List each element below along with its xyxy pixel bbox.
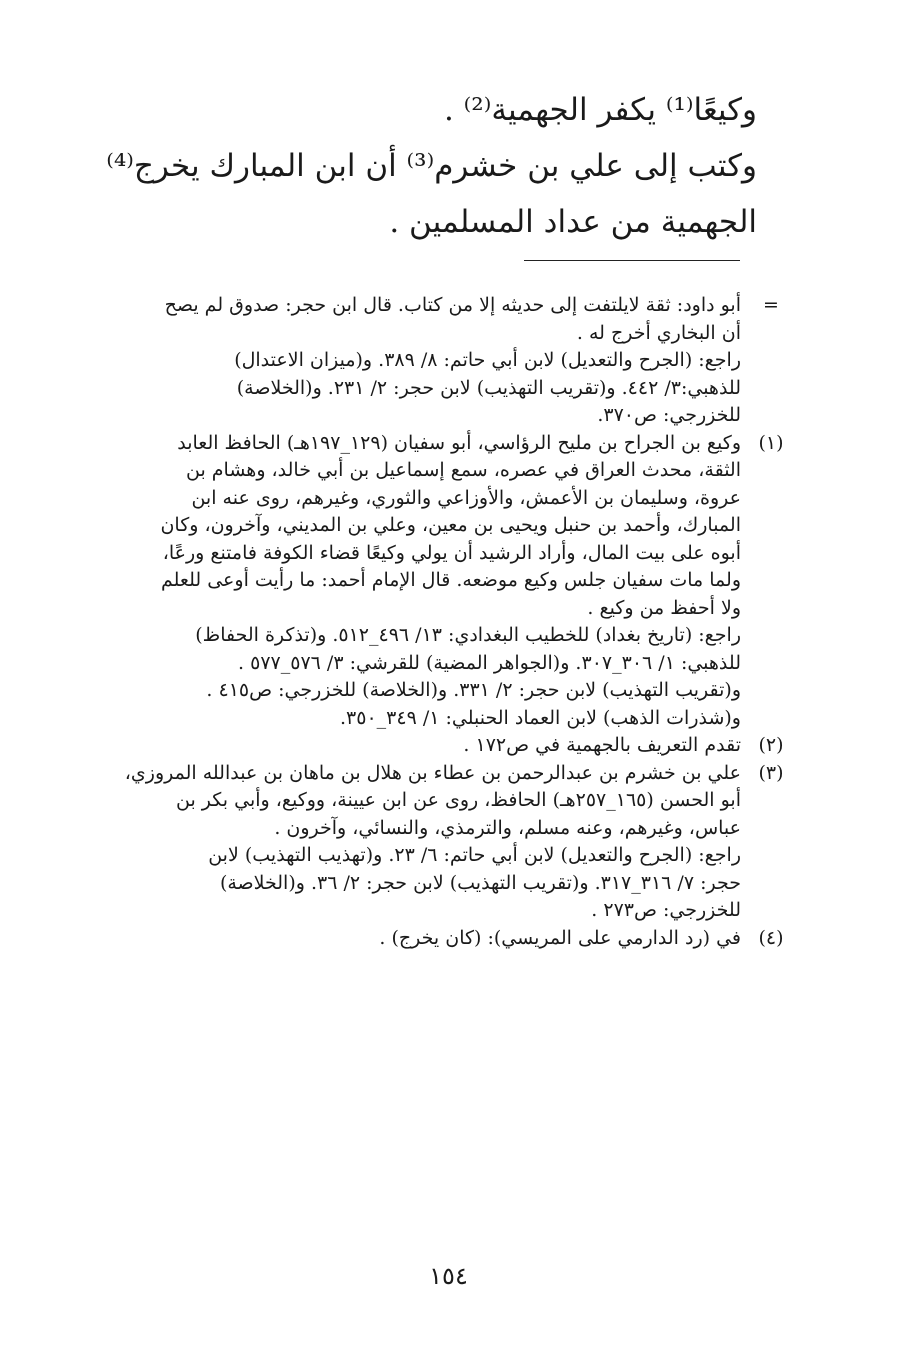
- footnote-2: [70, 732, 801, 760]
- page-number: ١٥٤: [429, 1262, 468, 1290]
- footnote-line: وكيع بن الجراح بن مليح الرؤاسي، أبو سفيان (١٢٩_١٩٧هـ) الحافظ العابد: [177, 431, 741, 454]
- footnote-line: أبوه على بيت المال، وأراد الرشيد أن يولي وكيعًا قضاء الكوفة فامتنع ورعًا،: [162, 541, 741, 564]
- footnote-line: راجع: (تاريخ بغداد) للخطيب البغدادي: ١٣/ ٤٩٦_٥١٢. و(تذكرة الحفاظ): [195, 624, 741, 646]
- footnote-line: ولا أحفظ من وكيع .: [587, 596, 741, 619]
- footnote-continued: [70, 292, 801, 430]
- footnote-marker: (٣): [758, 761, 784, 784]
- footnote-line: للخزرجي: ص٣٧٠.: [597, 404, 741, 426]
- main-text-line: وكتب إلى علي بن خشرم⁽³⁾ أن ابن المبارك يخرج⁽⁴⁾: [106, 148, 757, 184]
- footnote-line: عروة، وسليمان بن الأعمش، والأوزاعي والثوري، وغيرهم، روى عنه ابن: [191, 486, 741, 509]
- footnote-line: راجع: (الجرح والتعديل) لابن أبي حاتم: ٨/ ٣٨٩. و(ميزان الاعتدال): [234, 349, 741, 371]
- footnote-4: [70, 925, 801, 953]
- footnote-line: راجع: (الجرح والتعديل) لابن أبي حاتم: ٦/ ٢٣. و(تهذيب التهذيب) لابن: [208, 844, 741, 866]
- footnote-line: المبارك، وأحمد بن حنبل ويحيى بن معين، وعلي بن المديني، وآخرون، وكان: [160, 514, 741, 536]
- footnote-marker: =: [763, 294, 779, 316]
- footnote-separator: [524, 260, 740, 261]
- main-text-line: الجهمية من عداد المسلمين .: [389, 204, 757, 240]
- footnote-1: [70, 430, 801, 733]
- footnote-marker: (٢): [758, 734, 784, 756]
- main-text-line: وكيعًا⁽¹⁾ يكفر الجهمية⁽²⁾ .: [443, 92, 757, 128]
- footnote-line: الثقة، محدث العراق في عصره، سمع إسماعيل بن أبي خالد، وهشام بن: [186, 459, 741, 481]
- footnote-line: أن البخاري أخرج له .: [576, 321, 741, 344]
- footnote-body: [70, 292, 741, 430]
- footnote-line: و(تقريب التهذيب) لابن حجر: ٢/ ٣٣١. و(الخلاصة) للخزرجي: ص٤١٥ .: [206, 679, 741, 701]
- footnote-line: تقدم التعريف بالجهمية في ص١٧٢ .: [463, 734, 741, 756]
- main-text-block: [106, 82, 757, 250]
- footnote-marker: (١): [758, 431, 784, 454]
- footnote-line: و(شذرات الذهب) لابن العماد الحنبلي: ١/ ٣٤٩_٣٥٠.: [339, 706, 741, 729]
- footnote-line: علي بن خشرم بن عبدالرحمن بن عطاء بن هلال بن ماهان بن عبدالله المروزي،: [124, 761, 741, 784]
- footnotes-block: [70, 292, 801, 952]
- footnote-body: [70, 430, 741, 733]
- footnote-line: أبو داود: ثقة لايلتفت إلى حديثه إلا من كتاب. قال ابن حجر: صدوق لم يصح: [164, 294, 741, 316]
- footnote-body: [70, 925, 741, 953]
- footnote-line: عباس، وغيرهم، وعنه مسلم، والترمذي، والنسائي، وآخرون .: [274, 816, 741, 839]
- footnote-line: للذهبي:٣/ ٤٤٢. و(تقريب التهذيب) لابن حجر: ٢/ ٢٣١. و(الخلاصة): [236, 376, 741, 399]
- footnote-line: ولما مات سفيان جلس وكيع موضعه. قال الإمام أحمد: ما رأيت أوعى للعلم: [161, 569, 741, 591]
- footnote-line: للخزرجي: ص٢٧٣ .: [591, 899, 741, 921]
- footnote-3: [70, 760, 801, 925]
- footnote-line: في (رد الدارمي على المريسي): (كان يخرج) .: [379, 926, 741, 949]
- footnote-line: للذهبي: ١/ ٣٠٦_٣٠٧. و(الجواهر المضية) للقرشي: ٣/ ٥٧٦_٥٧٧ .: [238, 651, 741, 674]
- footnote-line: أبو الحسن (١٦٥_٢٥٧هـ) الحافظ، روى عن ابن عيينة، ووكيع، وأبي بكر بن: [176, 789, 741, 811]
- footnote-body: [70, 760, 741, 925]
- footnote-marker: (٤): [758, 926, 784, 949]
- footnote-line: حجر: ٧/ ٣١٦_٣١٧. و(تقريب التهذيب) لابن حجر: ٢/ ٣٦. و(الخلاصة): [219, 871, 741, 894]
- footnote-body: [70, 732, 741, 760]
